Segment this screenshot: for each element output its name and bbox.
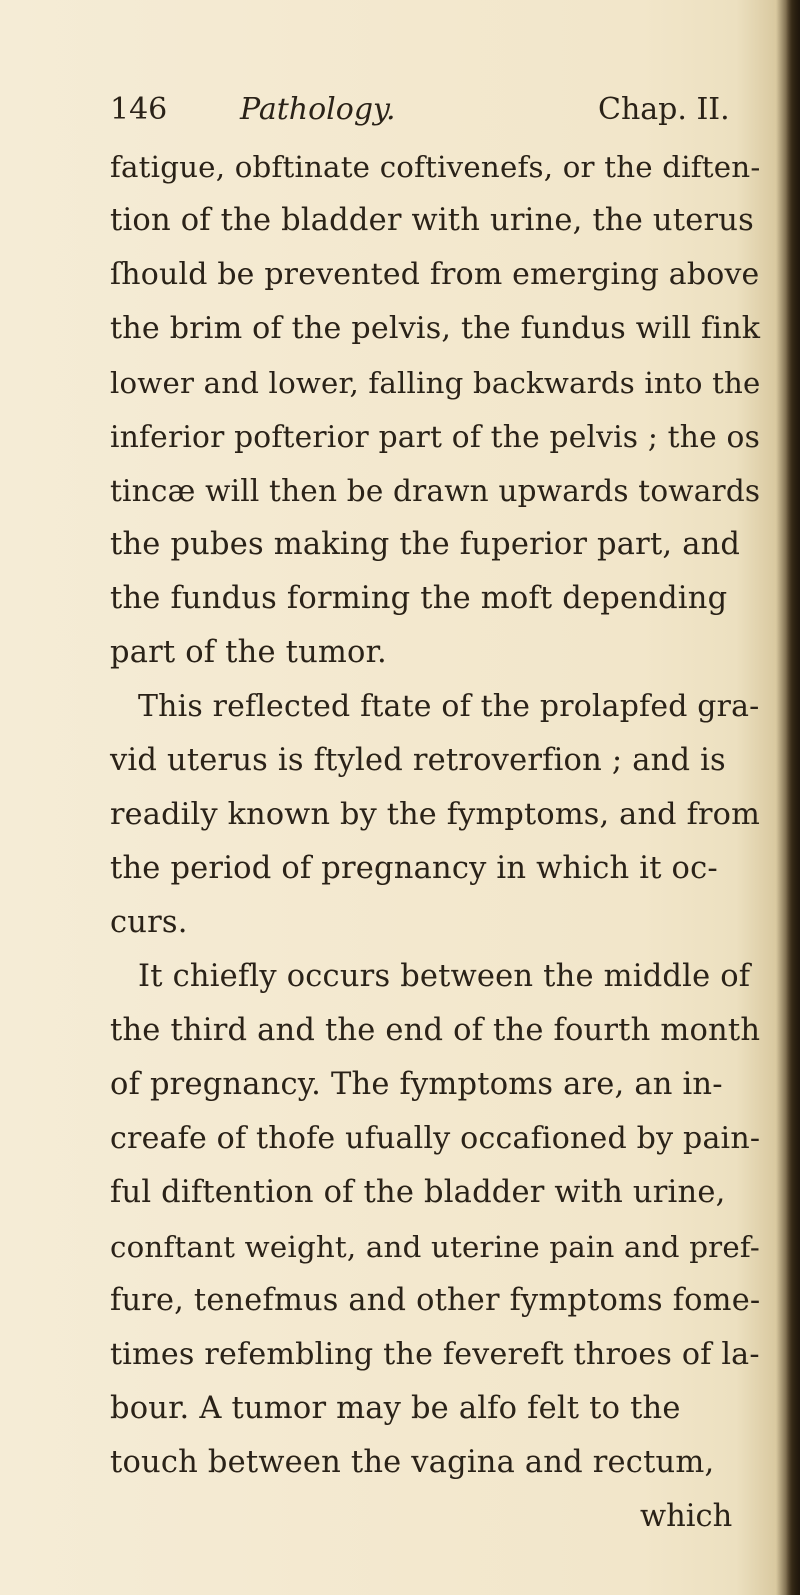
text-line: the pubes making the fuperior part, and: [110, 527, 741, 562]
paragraph-start-line: It chiefly occurs between the middle of: [138, 959, 751, 994]
text-line: ſhould be prevented from emerging above: [110, 257, 760, 292]
catchword: which: [640, 1499, 733, 1534]
text-line: part of the tumor.: [110, 635, 387, 670]
text-line: the period of pregnancy in which it oc-: [110, 851, 718, 886]
text-line: fure, tenefmus and other fymptoms fome-: [110, 1283, 761, 1318]
text-line: times refembling the fevereft throes of la-: [110, 1337, 760, 1372]
text-line: the third and the end of the fourth month: [110, 1013, 761, 1048]
text-line: readily known by the fymptoms, and from: [110, 797, 761, 832]
text-line: creafe of thofe ufually occafioned by pain-: [110, 1121, 761, 1156]
text-line: curs.: [110, 905, 188, 940]
text-line: the fundus forming the moft depending: [110, 581, 728, 616]
paragraph-start-line: This reflected ftate of the prolapfed gra-: [138, 689, 760, 724]
text-line: the brim of the pelvis, the fundus will fink: [110, 311, 761, 346]
running-title: Pathology.: [240, 92, 396, 127]
text-line: of pregnancy. The fymptoms are, an in-: [110, 1067, 723, 1102]
text-line: inferior pofterior part of the pelvis ; the os: [110, 419, 760, 454]
text-line: tion of the bladder with urine, the uterus: [110, 203, 754, 238]
text-line: ful diftention of the bladder with urine,: [110, 1175, 726, 1210]
text-line: tincæ will then be drawn upwards towards: [110, 474, 761, 508]
text-line: bour. A tumor may be alfo felt to the: [110, 1391, 681, 1426]
page-number: 146: [110, 92, 168, 127]
page-edge-shadow: [786, 0, 800, 1595]
text-line: fatigue, obftinate coftivenefs, or the diften-: [110, 150, 761, 184]
text-line: vid uterus is ftyled retroverfion ; and is: [110, 743, 726, 778]
running-header: [110, 92, 760, 142]
text-line: lower and lower, falling backwards into the: [110, 366, 761, 400]
text-line: touch between the vagina and rectum,: [110, 1445, 715, 1480]
text-line: conftant weight, and uterine pain and pref-: [110, 1230, 760, 1264]
chapter-label: Chap. II.: [598, 92, 730, 127]
